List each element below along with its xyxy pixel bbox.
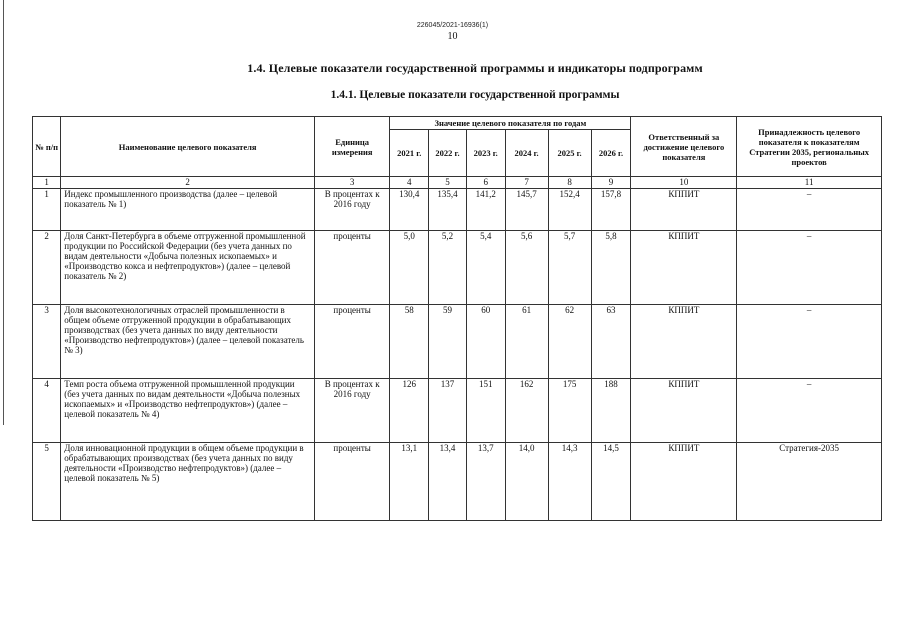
value-2024: 14,0 [505,443,548,521]
indicator-unit: В процентах к 2016 году [314,189,389,231]
belonging: – [737,379,882,443]
section-heading: 1.4. Целевые показатели государственной программы и индикаторы подпрограмм [247,61,703,75]
value-2022: 13,4 [429,443,467,521]
value-2026: 63 [591,305,631,379]
header-values-group: Значение целевого показателя по годам [390,117,631,130]
column-number: 1 [33,177,61,189]
value-2022: 137 [429,379,467,443]
header-year-2024: 2024 г. [505,130,548,177]
value-2024: 61 [505,305,548,379]
responsible: КППИТ [631,305,737,379]
value-2023: 151 [466,379,505,443]
indicator-name: Доля высокотехнологичных отраслей промышленности в общем объеме отгруженной продукции в обрабатывающих производствах (без учета данных по виду деятельности «Производство нефтепродуктов») (далее – целевой показатель № 3) [61,305,315,379]
value-2024: 5,6 [505,231,548,305]
header-year-2021: 2021 г. [390,130,429,177]
belonging: Стратегия-2035 [737,443,882,521]
header-year-2022: 2022 г. [429,130,467,177]
page-number: 10 [447,31,458,42]
header-year-2023: 2023 г. [466,130,505,177]
value-2025: 175 [548,379,591,443]
column-number: 6 [466,177,505,189]
column-number: 3 [314,177,389,189]
table-row [33,379,882,443]
value-2026: 5,8 [591,231,631,305]
value-2021: 58 [390,305,429,379]
column-number: 8 [548,177,591,189]
header-year-2026: 2026 г. [591,130,631,177]
value-2026: 157,8 [591,189,631,231]
responsible: КППИТ [631,231,737,305]
belonging: – [737,305,882,379]
responsible: КППИТ [631,379,737,443]
belonging: – [737,231,882,305]
value-2025: 152,4 [548,189,591,231]
header-name: Наименование целевого показателя [61,117,315,177]
subsection-heading: 1.4.1. Целевые показатели государственной программы [330,89,620,101]
value-2022: 135,4 [429,189,467,231]
belonging: – [737,189,882,231]
row-number: 5 [33,443,61,521]
value-2025: 14,3 [548,443,591,521]
column-number: 5 [429,177,467,189]
value-2023: 5,4 [466,231,505,305]
column-number: 7 [505,177,548,189]
value-2022: 59 [429,305,467,379]
column-number: 4 [390,177,429,189]
indicators-table [32,116,882,521]
column-number: 10 [631,177,737,189]
column-numbers-row [33,177,882,189]
indicator-name: Темп роста объема отгруженной промышленной продукции (без учета данных по видам деятельности «Добыча полезных ископаемых» и «Производство нефтепродуктов») (далее – целевой показатель № 4) [61,379,315,443]
indicator-name: Доля инновационной продукции в общем объеме продукции в обрабатывающих производствах (без учета данных по виду деятельности «Производство нефтепродуктов») (далее – целевой показатель № 5) [61,443,315,521]
value-2021: 5,0 [390,231,429,305]
row-number: 1 [33,189,61,231]
row-number: 2 [33,231,61,305]
value-2021: 126 [390,379,429,443]
value-2025: 5,7 [548,231,591,305]
value-2025: 62 [548,305,591,379]
row-number: 3 [33,305,61,379]
header-responsible: Ответственный за достижение целевого показателя [631,117,737,177]
table-row [33,443,882,521]
table-row [33,231,882,305]
header-num: № п/п [33,117,61,177]
responsible: КППИТ [631,443,737,521]
value-2022: 5,2 [429,231,467,305]
column-number: 2 [61,177,315,189]
responsible: КППИТ [631,189,737,231]
value-2023: 13,7 [466,443,505,521]
table-row [33,189,882,231]
header-year-2025: 2025 г. [548,130,591,177]
header-unit: Единица измерения [314,117,389,177]
indicator-unit: проценты [314,231,389,305]
indicator-name: Доля Санкт-Петербурга в объеме отгруженной промышленной продукции по Российской Федерации (без учета данных по видам деятельности «Добыча полезных ископаемых» и «Производство кокса и нефтепродуктов») (далее – целевой показатель № 2) [61,231,315,305]
indicator-name: Индекс промышленного производства (далее – целевой показатель № 1) [61,189,315,231]
table-row [33,305,882,379]
column-number: 11 [737,177,882,189]
indicator-unit: проценты [314,305,389,379]
row-number: 4 [33,379,61,443]
header-belonging: Принадлежность целевого показателя к показателям Стратегии 2035, региональных проектов [737,117,882,177]
value-2021: 130,4 [390,189,429,231]
indicator-unit: проценты [314,443,389,521]
value-2023: 141,2 [466,189,505,231]
indicator-unit: В процентах к 2016 году [314,379,389,443]
value-2024: 145,7 [505,189,548,231]
value-2021: 13,1 [390,443,429,521]
value-2026: 188 [591,379,631,443]
value-2026: 14,5 [591,443,631,521]
column-number: 9 [591,177,631,189]
value-2024: 162 [505,379,548,443]
document-stamp: 226045/2021-16936(1) [416,22,489,29]
value-2023: 60 [466,305,505,379]
